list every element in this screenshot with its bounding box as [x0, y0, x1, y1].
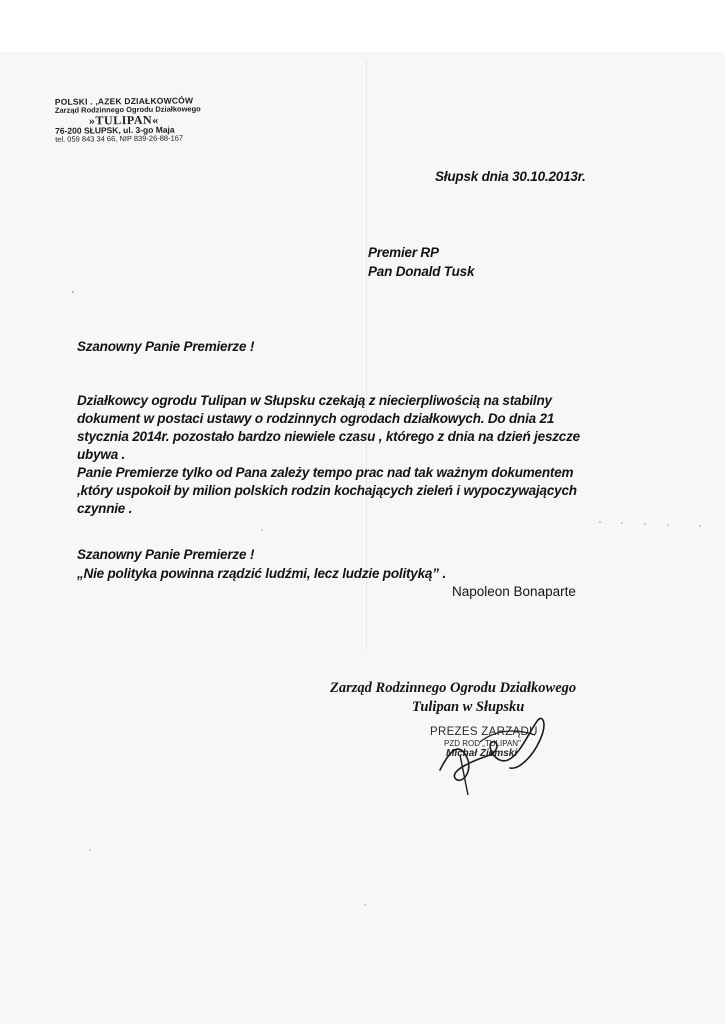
stamp-line-2: Zarząd Rodzinnego Ogrodu Działkowego: [54, 104, 201, 115]
president-name: Michał Ziemski: [446, 748, 518, 760]
stamp-line-5: tel. 059 843 34 66, NIP 839-26-88-167: [55, 133, 184, 145]
quote-author: Napoleon Bonaparte: [452, 584, 576, 599]
handwritten-signature: [420, 700, 580, 800]
closing-block: [77, 545, 446, 583]
body-line: ubywa .: [77, 447, 126, 462]
letter-body: [77, 392, 617, 518]
recipient-block: [368, 243, 474, 281]
recipient-line-2: Pan Donald Tusk: [368, 264, 475, 279]
body-line: Działkowcy ogrodu Tulipan w Słupsku czekają z niecierpliwością na stabilny: [77, 393, 552, 408]
letter-date: Słupsk dnia 30.10.2013r.: [435, 169, 586, 184]
stamp-line-4: 76-200 SŁUPSK, ul. 3-go Maja: [55, 124, 175, 137]
board-line-2: Tulipan w Słupsku: [412, 699, 525, 715]
salutation: Szanowny Panie Premierze !: [77, 339, 255, 354]
body-line: ,który uspokoił by milion polskich rodzin kochających zieleń i wypoczywających: [77, 483, 577, 498]
board-line-1: Zarząd Rodzinnego Ogrodu Działkowego: [330, 680, 577, 696]
stamp-line-1: POLSKI . ,AZEK DZIAŁKOWCÓW: [54, 95, 194, 107]
body-line: Panie Premierze tylko od Pana zależy tempo prac nad tak ważnym dokumentem: [77, 465, 574, 480]
body-line: czynnie .: [77, 501, 133, 516]
closing-salutation: Szanowny Panie Premierze !: [77, 547, 255, 562]
body-line: dokument w postaci ustawy o rodzinnych ogrodach działkowych. Do dnia 21: [77, 411, 555, 426]
quote: „Nie polityka powinna rządzić ludźmi, lecz ludzie polityką” .: [77, 566, 446, 581]
president-title: PREZES ZARZĄDU: [430, 726, 538, 738]
organization-stamp: [55, 96, 215, 144]
recipient-line-1: Premier RP: [368, 245, 439, 260]
president-subtitle: PZD ROD „TULIPAN”: [444, 739, 521, 749]
body-line: stycznia 2014r. pozostało bardzo niewiele czasu , którego z dnia na dzień jeszcze: [77, 429, 580, 444]
stamp-line-3: »TULIPAN«: [88, 112, 159, 128]
letter-sheet: [0, 52, 725, 1024]
